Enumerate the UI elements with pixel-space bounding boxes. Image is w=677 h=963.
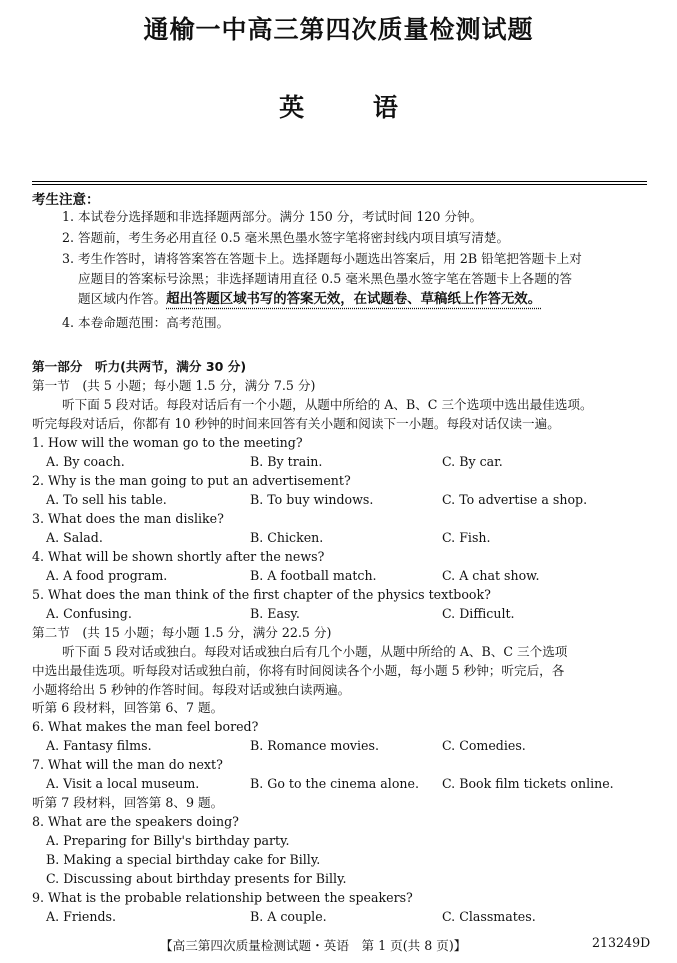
option-b: B. A football match. bbox=[250, 568, 377, 583]
notice-item-1: 1. 本试卷分选择题和非选择题两部分。满分 150 分，考试时间 120 分钟。 bbox=[62, 209, 483, 224]
question-stem: 6. What makes the man feel bored? bbox=[32, 719, 259, 734]
section-directions: 中选出最佳选项。听每段对话或独白前，你将有时间阅读各个小题，每小题 5 秒钟；听完后，各 bbox=[32, 663, 565, 678]
notice-heading: 考生注意： bbox=[32, 192, 100, 208]
question-stem: 7. What will the man do next? bbox=[32, 757, 223, 772]
option-c: C. A chat show. bbox=[442, 568, 540, 583]
page-footer-code: 213249D bbox=[592, 935, 651, 950]
subject-char-1: 英 bbox=[279, 93, 305, 122]
option-b: B. Easy. bbox=[250, 606, 300, 621]
question-stem: 5. What does the man think of the first chapter of the physics textbook? bbox=[32, 587, 491, 602]
notice-emphasis: 超出答题区域书写的答案无效，在试题卷、草稿纸上作答无效。 bbox=[166, 292, 542, 307]
notice-item-3-text: 题区域内作答。 bbox=[78, 291, 167, 306]
question-stem: 4. What will be shown shortly after the news? bbox=[32, 549, 325, 564]
subject-title bbox=[0, 88, 677, 124]
option-c: C. Book film tickets online. bbox=[442, 776, 614, 791]
section-directions: 听下面 5 段对话。每段对话后有一个小题，从题中所给的 A、B、C 三个选项中选出最佳选项。 bbox=[62, 397, 593, 412]
question-stem: 3. What does the man dislike? bbox=[32, 511, 224, 526]
notice-item-4: 4. 本卷命题范围：高考范围。 bbox=[62, 315, 230, 330]
divider-rule bbox=[32, 181, 647, 182]
question-stem: 1. How will the woman go to the meeting? bbox=[32, 435, 303, 450]
option-c: C. Fish. bbox=[442, 530, 491, 545]
question-stem: 9. What is the probable relationship between the speakers? bbox=[32, 890, 413, 905]
option-c: C. Comedies. bbox=[442, 738, 526, 753]
material-note: 听第 6 段材料，回答第 6、7 题。 bbox=[32, 700, 224, 715]
notice-item-3-cont: 应题目的答案标号涂黑；非选择题请用直径 0.5 毫米黑色墨水签字笔在答题卡上各题的答 bbox=[78, 271, 573, 286]
option-a: A. Friends. bbox=[46, 909, 116, 924]
section-directions: 听下面 5 段对话或独白。每段对话或独白后有几个小题，从题中所给的 A、B、C 三个选项 bbox=[62, 644, 568, 659]
option-c: C. Classmates. bbox=[442, 909, 536, 924]
part-heading: 第一部分 听力(共两节，满分 30 分) bbox=[32, 359, 247, 374]
section-directions: 小题将给出 5 秒钟的作答时间。每段对话或独白读两遍。 bbox=[32, 682, 351, 697]
material-note: 听第 7 段材料，回答第 8、9 题。 bbox=[32, 795, 224, 810]
option-a: A. A food program. bbox=[46, 568, 168, 583]
option-c: C. Discussing about birthday presents for Billy. bbox=[46, 871, 347, 886]
notice-item-2: 2. 答题前，考生务必用直径 0.5 毫米黑色墨水签字笔将密封线内项目填写清楚。 bbox=[62, 230, 510, 245]
option-a: A. Fantasy films. bbox=[46, 738, 152, 753]
option-b: B. Making a special birthday cake for Billy. bbox=[46, 852, 321, 867]
subject-char-2: 语 bbox=[372, 93, 398, 122]
question-stem: 2. Why is the man going to put an advertisement? bbox=[32, 473, 351, 488]
option-b: B. To buy windows. bbox=[250, 492, 374, 507]
notice-item-3: 3. 考生作答时，请将答案答在答题卡上。选择题每小题选出答案后，用 2B 铅笔把答题卡上对 bbox=[62, 251, 582, 266]
option-a: A. Preparing for Billy's birthday party. bbox=[46, 833, 290, 848]
option-b: B. Romance movies. bbox=[250, 738, 379, 753]
section-directions: 听完每段对话后，你都有 10 秒钟的时间来回答有关小题和阅读下一小题。每段对话仅读一遍。 bbox=[32, 416, 560, 431]
option-a: A. To sell his table. bbox=[46, 492, 167, 507]
divider-rule bbox=[32, 184, 647, 185]
option-a: A. By coach. bbox=[46, 454, 125, 469]
question-stem: 8. What are the speakers doing? bbox=[32, 814, 239, 829]
notice-item-3-cont bbox=[78, 290, 541, 309]
exam-title: 通榆一中高三第四次质量检测试题 bbox=[143, 15, 534, 44]
option-a: A. Salad. bbox=[46, 530, 103, 545]
option-b: B. By train. bbox=[250, 454, 323, 469]
option-c: C. Difficult. bbox=[442, 606, 515, 621]
option-c: C. By car. bbox=[442, 454, 503, 469]
section-heading: 第一节 (共 5 小题；每小题 1.5 分，满分 7.5 分) bbox=[32, 378, 316, 393]
option-b: B. Go to the cinema alone. bbox=[250, 776, 419, 791]
option-a: A. Confusing. bbox=[46, 606, 132, 621]
option-b: B. A couple. bbox=[250, 909, 327, 924]
section-heading: 第二节 (共 15 小题；每小题 1.5 分，满分 22.5 分) bbox=[32, 625, 332, 640]
option-b: B. Chicken. bbox=[250, 530, 324, 545]
option-c: C. To advertise a shop. bbox=[442, 492, 588, 507]
option-a: A. Visit a local museum. bbox=[46, 776, 200, 791]
page-footer-label: 【高三第四次质量检测试题・英语 第 1 页(共 8 页)】 bbox=[160, 938, 467, 953]
